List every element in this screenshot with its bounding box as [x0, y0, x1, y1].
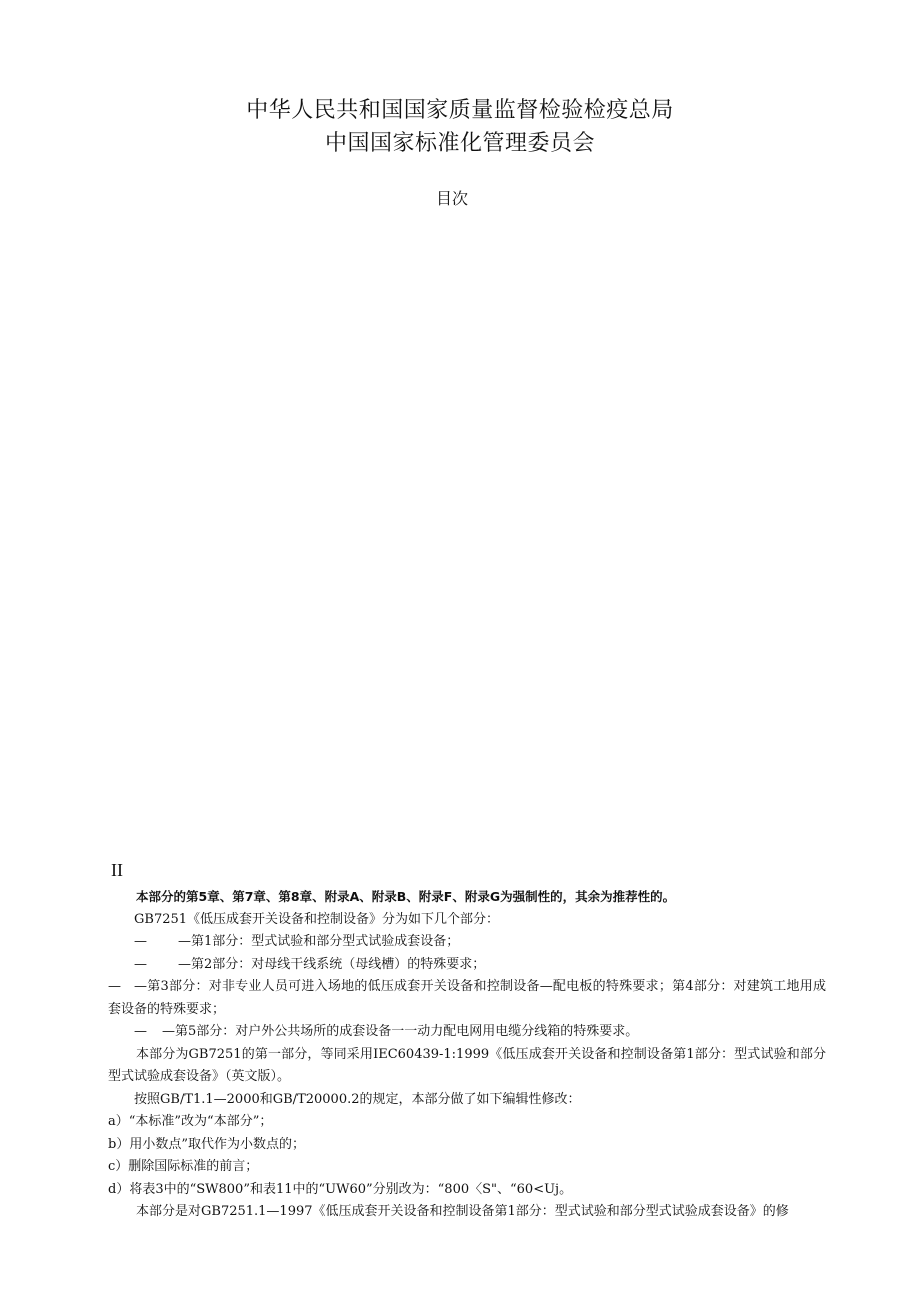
page-number: II	[111, 860, 123, 880]
dash-marker: —	[108, 979, 121, 994]
part-item-1	[108, 931, 826, 954]
part-text: —第2部分：对母线干线系统（母线槽）的特殊要求；	[178, 956, 486, 972]
dash-marker: —	[134, 1024, 147, 1039]
parts-intro: GB7251《低压成套开关设备和控制设备》分为如下几个部分：	[134, 911, 500, 927]
part-text: —第5部分：对户外公共场所的成套设备一一动力配电网用电缆分线箱的特殊要求。	[162, 1024, 639, 1039]
part-item-5	[108, 1021, 826, 1044]
edit-item-c: c）删除国际标准的前言；	[108, 1159, 259, 1174]
edit-item-d: d）将表3中的“SW800”和表11中的“UW60”分别改为：“800〈S"、“60<Uj。	[108, 1181, 573, 1197]
part-item-3	[108, 976, 826, 1021]
toc-title: 目次	[435, 189, 468, 208]
revision-paragraph: 本部分是对GB7251.1—1997《低压成套开关设备和控制设备第1部分：型式试验和部分型式试验成套设备》的修	[136, 1204, 789, 1219]
dash-marker: —	[134, 934, 147, 949]
dash-marker: —	[134, 956, 147, 972]
mandatory-statement: 本部分的第5章、第7章、第8章、附录A、附录B、附录F、附录G为强制性的，其余为推荐性的。	[136, 889, 676, 904]
edit-item-b: b）用小数点”取代作为小数点的；	[108, 1136, 305, 1152]
header-line-1: 中华人民共和国国家质量监督检验检疫总局	[246, 98, 674, 123]
edit-item-a: a）“本标准”改为“本部分”；	[108, 1114, 273, 1129]
part-item-2	[108, 954, 826, 977]
adoption-paragraph: 本部分为GB7251的第一部分，等同采用IEC60439-1:1999《低压成套开关设备和控制设备第1部分：型式试验和部分型式试验成套设备》（英文版）。	[108, 1046, 826, 1084]
editorial-intro: 按照GB/T1.1—2000和GB/T20000.2的规定，本部分做了如下编辑性修改：	[134, 1091, 581, 1107]
part-text: —第1部分：型式试验和部分型式试验成套设备；	[178, 934, 460, 949]
issuing-authority-header	[0, 94, 920, 160]
part-text: —第3部分：对非专业人员可进入场地的低压成套开关设备和控制设备—配电板的特殊要求；第4部分：对建筑工地用成套设备的特殊要求；	[108, 979, 826, 1017]
foreword-body	[108, 886, 826, 1224]
header-line-2: 中国国家标准化管理委员会	[324, 131, 595, 156]
